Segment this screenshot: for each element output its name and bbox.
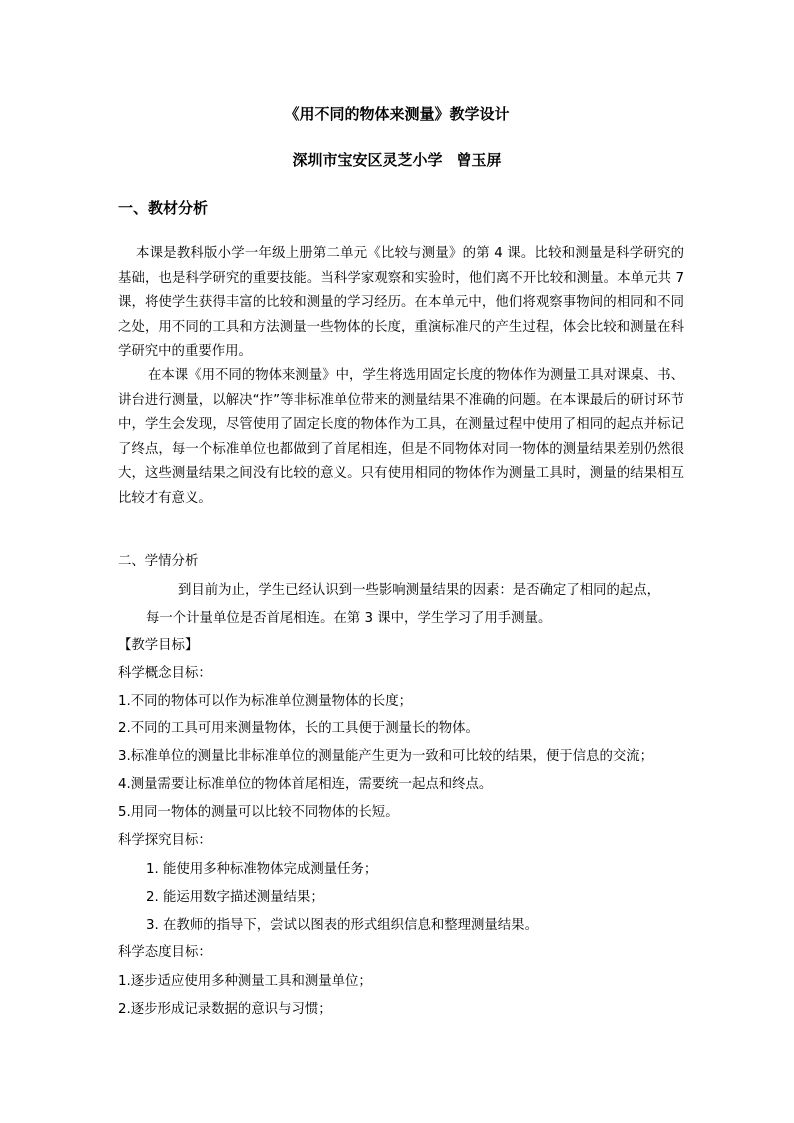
- section-heading-materials: 一、教材分析: [118, 199, 209, 217]
- author-name: 曾玉屏: [456, 151, 502, 169]
- concept-goal-item: 5.用同一物体的测量可以比较不同物体的长短。: [118, 805, 399, 820]
- concept-goal-item: 2.不同的工具可用来测量物体，长的工具便于测量长的物体。: [118, 721, 479, 736]
- document-author: [0, 150, 794, 170]
- section-heading-students: 二、学情分析: [118, 554, 199, 569]
- inquiry-goal-item: 1. 能使用多种标准物体完成测量任务；: [146, 862, 378, 877]
- concept-goal-item: 3.标准单位的测量比非标准单位的测量能产生更为一致和可比较的结果，便于信息的交流；: [118, 749, 654, 764]
- attitude-goals-heading: 科学态度目标：: [118, 945, 212, 960]
- author-school: 深圳市宝安区灵芝小学: [292, 151, 443, 169]
- students-line-2: 每一个计量单位是否首尾相连。在第 3 课中，学生学习了用手测量。: [146, 611, 552, 626]
- students-line-1: 到目前为止，学生已经认识到一些影响测量结果的因素：是否确定了相同的起点，: [178, 583, 661, 598]
- materials-paragraph-1: 本课是教科版小学一年级上册第二单元《比较与测量》的第 4 课。比较和测量是科学研究的基础，也是科学研究的重要技能。当科学家观察和实验时，他们离不开比较和测量。本单元共 7 课，将使学生获得丰富的比较和测量的学习经历。在本单元中，他们将观察事物间的相同和不同之处，用不同的工具和方法测量一些物体的长度，重演标准尺的产生过程，体会比较和测量在科学研究中的重要作用。: [118, 246, 684, 359]
- concept-goals-heading: 科学概念目标：: [118, 666, 212, 681]
- inquiry-goals-heading: 科学探究目标：: [118, 833, 212, 848]
- goals-heading: 【教学目标】: [118, 638, 199, 653]
- materials-paragraph-2: 在本课《用不同的物体来测量》中，学生将选用固定长度的物体作为测量工具对课桌、书、讲台进行测量，以解决“拃”等非标准单位带来的测量结果不准确的问题。在本课最后的研讨环节中，学生会发现，尽管使用了固定长度的物体作为工具，在测量过程中使用了相同的起点并标记了终点，每一个标准单位也都做到了首尾相连，但是不同物体对同一物体的测量结果差别仍然很大，这些测量结果之间没有比较的意义。只有使用相同的物体作为测量工具时，测量的结果相互比较才有意义。: [118, 368, 684, 506]
- attitude-goal-item: 2.逐步形成记录数据的意识与习惯；: [118, 1002, 332, 1017]
- attitude-goal-item: 1.逐步适应使用多种测量工具和测量单位；: [118, 974, 372, 989]
- inquiry-goal-item: 3. 在教师的指导下，尝试以图表的形式组织信息和整理测量结果。: [146, 918, 538, 933]
- concept-goal-item: 4.测量需要让标准单位的物体首尾相连，需要统一起点和终点。: [118, 777, 493, 792]
- inquiry-goal-item: 2. 能运用数字描述测量结果；: [146, 890, 324, 905]
- concept-goal-item: 1.不同的物体可以作为标准单位测量物体的长度；: [118, 694, 412, 709]
- document-title: 《用不同的物体来测量》教学设计: [284, 105, 510, 123]
